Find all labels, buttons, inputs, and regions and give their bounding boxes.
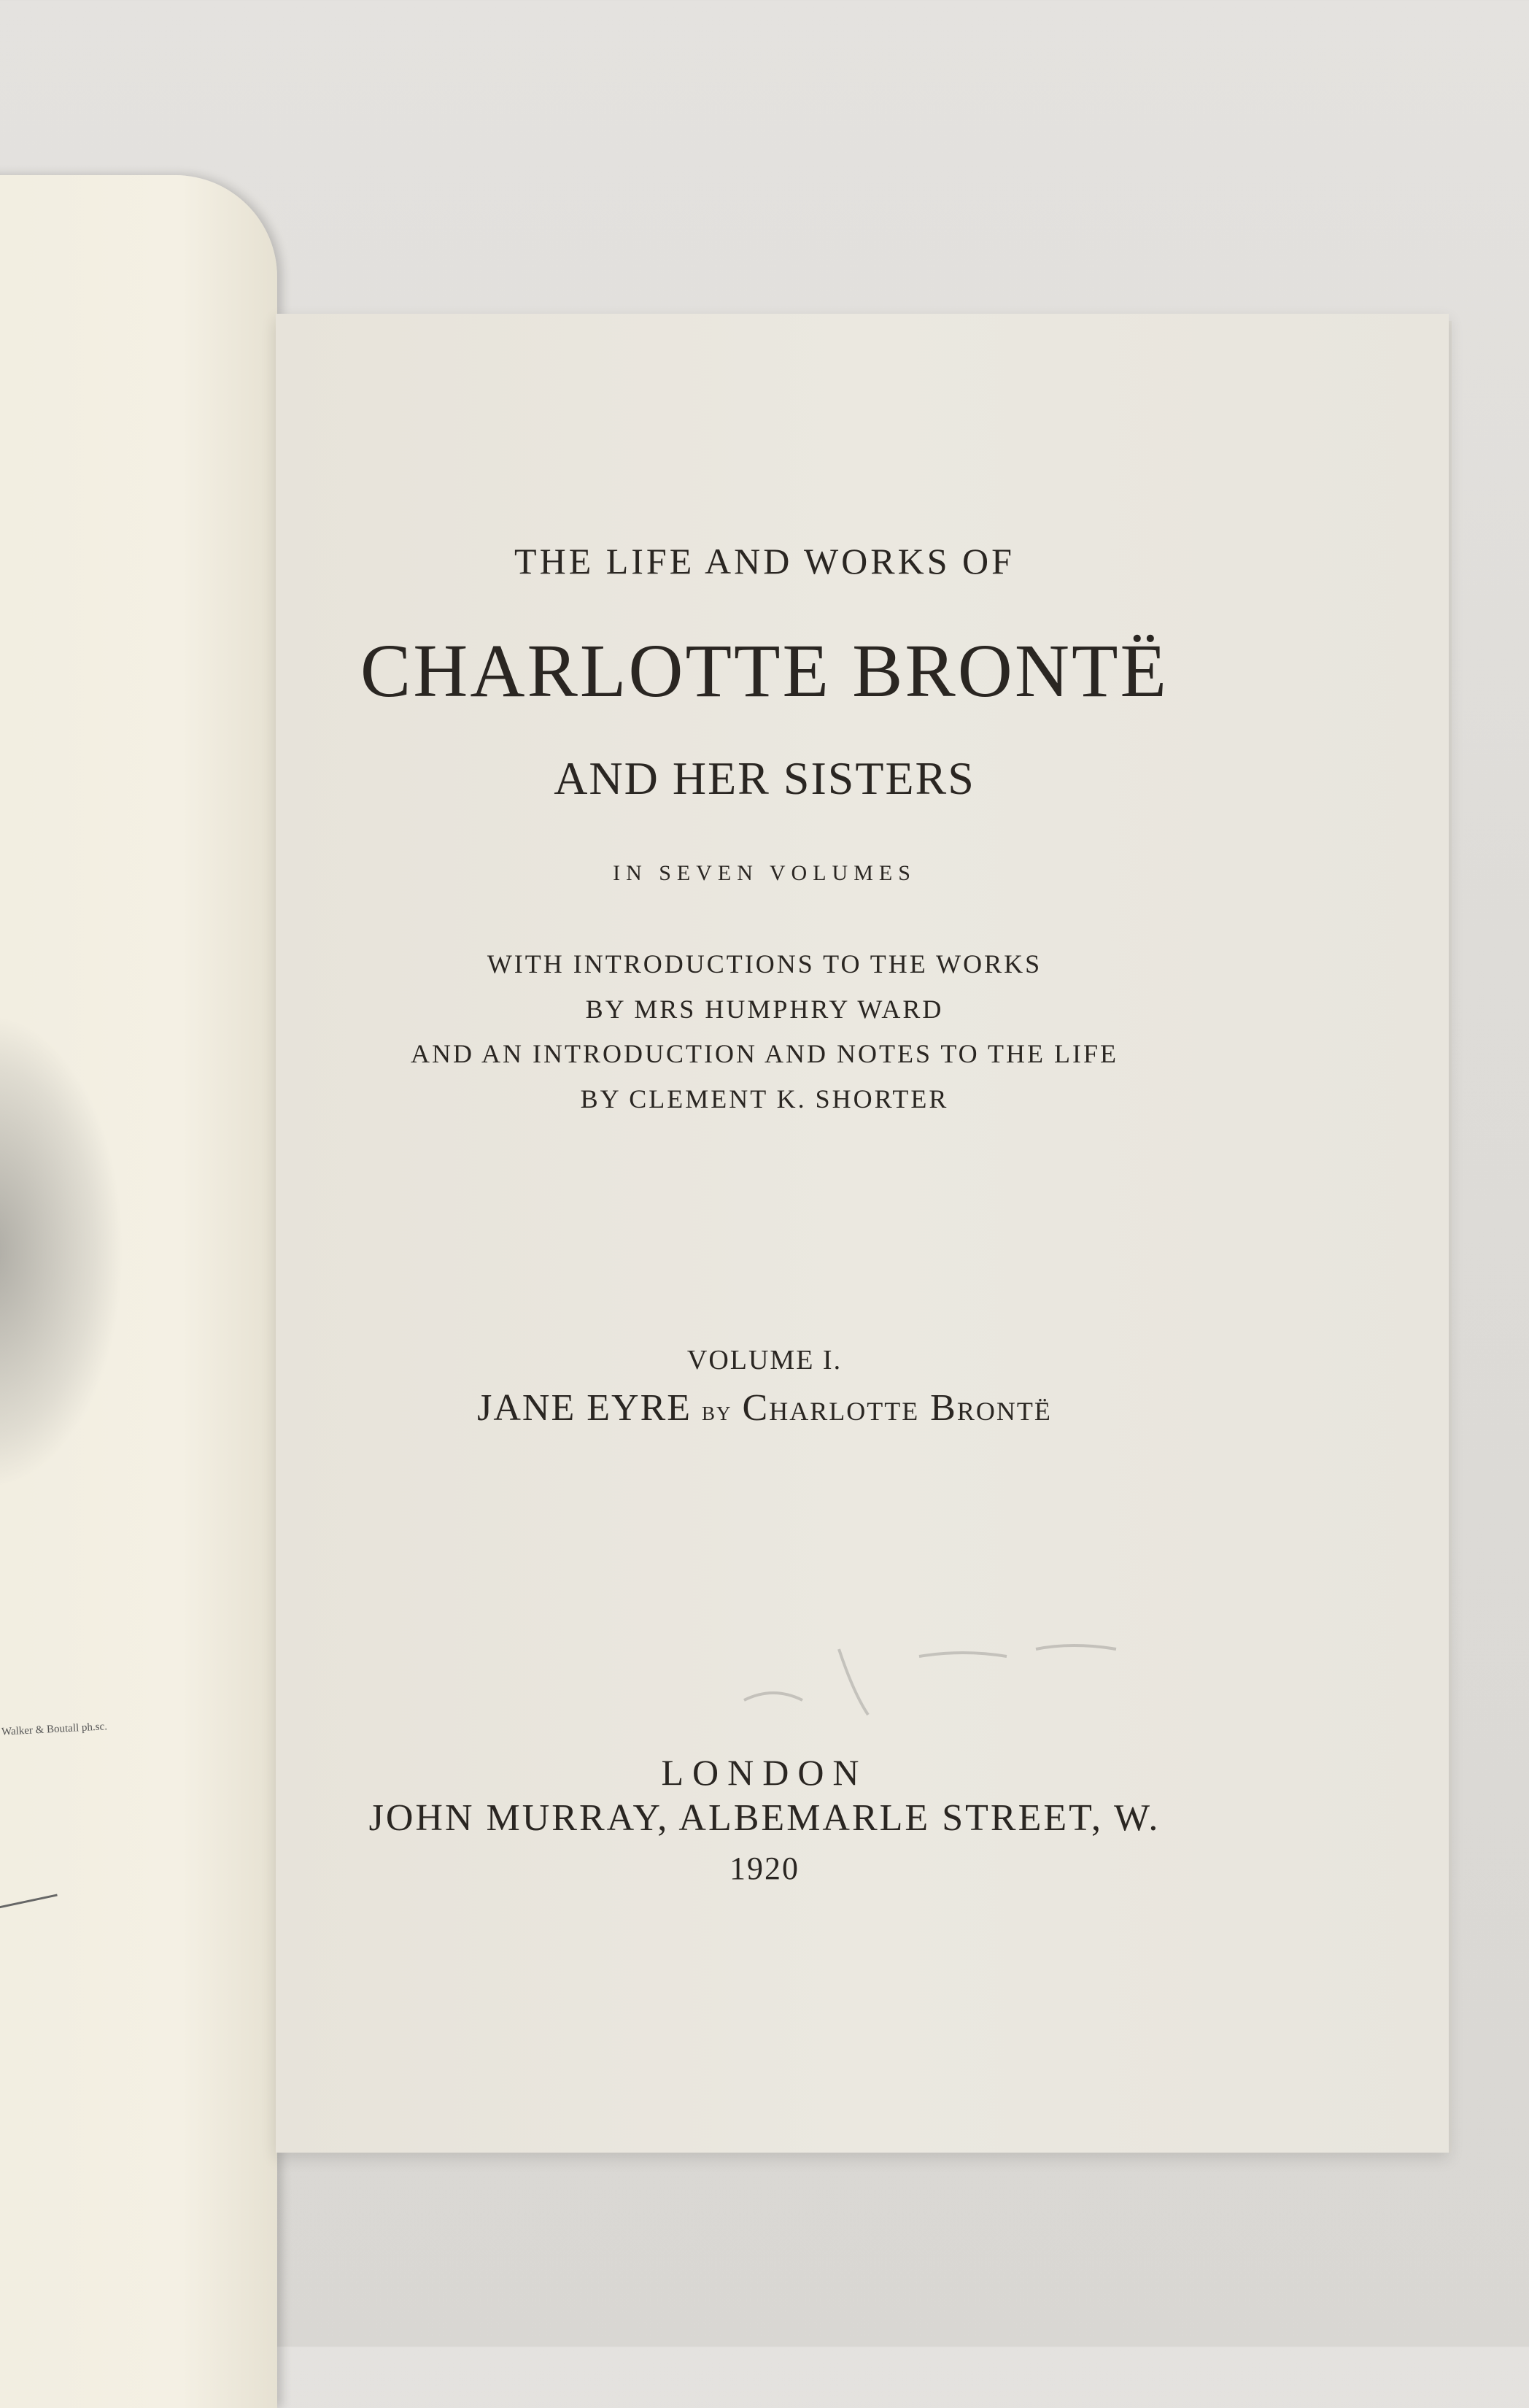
- frontispiece-page: [0, 175, 277, 2408]
- series-heading: THE LIFE AND WORKS OF: [514, 541, 1015, 582]
- volumes-note: IN SEVEN VOLUMES: [613, 861, 916, 885]
- work-title-line: [0, 1386, 1529, 1429]
- imprint-publisher: JOHN MURRAY, ALBEMARLE STREET, W.: [368, 1797, 1161, 1839]
- work-by: by: [702, 1396, 732, 1427]
- subtitle: AND HER SISTERS: [554, 752, 975, 804]
- imprint-year: 1920: [729, 1851, 800, 1886]
- work-author: Charlotte Brontë: [742, 1387, 1052, 1429]
- intro-line: BY MRS HUMPHRY WARD: [585, 995, 944, 1024]
- work-title: JANE EYRE: [477, 1387, 692, 1429]
- intro-line: WITH INTRODUCTIONS TO THE WORKS: [487, 949, 1042, 979]
- volume-label: VOLUME I.: [686, 1345, 843, 1375]
- intro-line: BY CLEMENT K. SHORTER: [580, 1084, 949, 1114]
- author-name: CHARLOTTE BRONTË: [360, 629, 1169, 713]
- signature-flourish: [0, 1894, 58, 1917]
- intro-line: AND AN INTRODUCTION AND NOTES TO THE LIFE: [411, 1039, 1118, 1068]
- imprint-city: LONDON: [661, 1752, 868, 1793]
- engraver-credit: Walker & Boutall ph.sc.: [1, 1721, 108, 1738]
- pencil-signature: [729, 1620, 1138, 1722]
